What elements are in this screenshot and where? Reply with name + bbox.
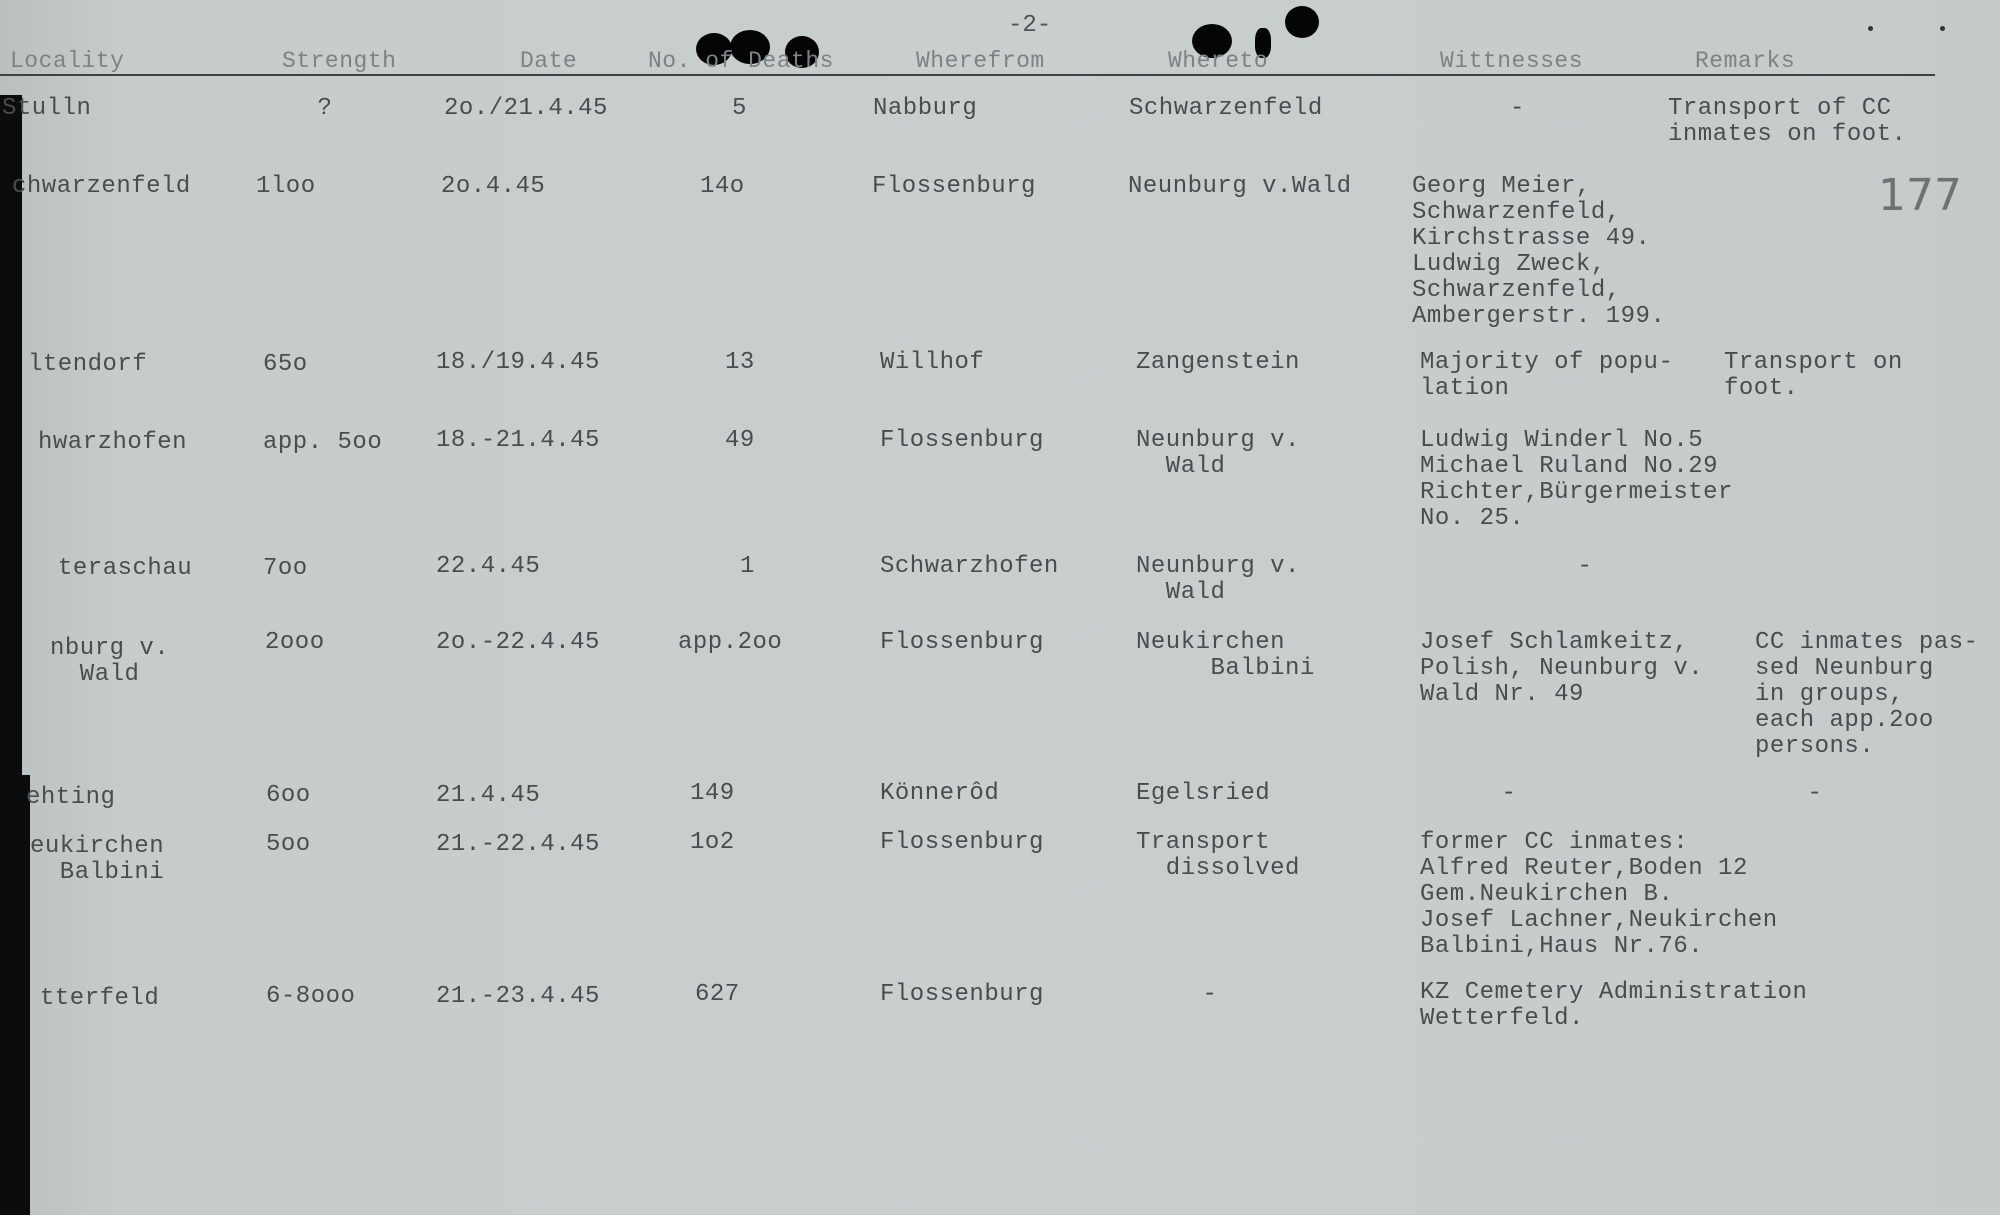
cell-locality: tterfeld xyxy=(40,985,160,1012)
cell-remarks: Transport of CC inmates on foot. xyxy=(1668,95,1907,148)
ink-blot xyxy=(1285,6,1319,38)
cell-date: 22.4.45 xyxy=(436,553,541,580)
header-rule xyxy=(0,74,1935,76)
header-locality: Locality xyxy=(10,48,125,74)
header-whereto: Whereto xyxy=(1168,48,1269,74)
cell-deaths: 14o xyxy=(700,173,745,200)
cell-whereto: Neunburg v. Wald xyxy=(1136,553,1300,606)
cell-locality: ehting xyxy=(26,784,116,811)
cell-wherefrom: Flossenburg xyxy=(880,629,1044,656)
cell-remarks: Transport on foot. xyxy=(1724,349,1903,402)
cell-deaths: 49 xyxy=(725,427,755,454)
cell-wherefrom: Flossenburg xyxy=(880,981,1044,1008)
cell-deaths: 1o2 xyxy=(690,829,735,856)
cell-whereto: Neunburg v.Wald xyxy=(1128,173,1352,200)
cell-date: 2o./21.4.45 xyxy=(444,95,608,122)
cell-wherefrom: Flossenburg xyxy=(880,829,1044,856)
cell-date: 18./19.4.45 xyxy=(436,349,600,376)
cell-witnesses: - xyxy=(1501,780,1517,807)
cell-locality: chwarzenfeld xyxy=(12,173,191,200)
cell-wherefrom: Willhof xyxy=(880,349,985,376)
page-number: -2- xyxy=(1008,12,1052,39)
cell-witnesses: Josef Schlamkeitz, Polish, Neunburg v. Wald Nr. 49 xyxy=(1420,629,1704,708)
cell-deaths: 13 xyxy=(725,349,755,376)
cell-wherefrom: Flossenburg xyxy=(880,427,1044,454)
cell-locality: teraschau xyxy=(58,555,193,582)
cell-date: 2o.4.45 xyxy=(441,173,546,200)
cell-strength: ? xyxy=(317,95,333,122)
cell-date: 2o.-22.4.45 xyxy=(436,629,600,656)
cell-date: 18.-21.4.45 xyxy=(436,427,600,454)
folio-number: 177 xyxy=(1878,170,1962,221)
scan-edge xyxy=(0,775,30,1215)
cell-remarks: - xyxy=(1807,780,1823,807)
cell-whereto: Zangenstein xyxy=(1136,349,1300,376)
cell-wherefrom: Schwarzhofen xyxy=(880,553,1059,580)
header-wherefrom: Wherefrom xyxy=(916,48,1045,74)
cell-deaths: app.2oo xyxy=(678,629,783,656)
cell-witnesses: Majority of popu- lation xyxy=(1420,349,1674,402)
header-date: Date xyxy=(520,48,578,74)
cell-whereto: - xyxy=(1202,981,1218,1008)
cell-deaths: 149 xyxy=(690,780,735,807)
speck xyxy=(1868,26,1873,31)
cell-strength: app. 5oo xyxy=(263,429,383,456)
cell-locality: eukirchen Balbini xyxy=(30,833,165,886)
cell-locality: ltendorf xyxy=(28,351,148,378)
cell-witnesses: former CC inmates: Alfred Reuter,Boden 12 Gem.Neukirchen B. Josef Lachner,Neukirchen Balbini,Haus Nr.76. xyxy=(1420,829,1778,960)
cell-date: 21.-22.4.45 xyxy=(436,831,600,858)
cell-strength: 2ooo xyxy=(265,629,325,656)
cell-whereto: Schwarzenfeld xyxy=(1129,95,1323,122)
cell-witnesses: Ludwig Winderl No.5 Michael Ruland No.29 Richter,Bürgermeister No. 25. xyxy=(1420,427,1733,532)
cell-locality: nburg v. Wald xyxy=(50,635,170,688)
cell-deaths: 5 xyxy=(732,95,747,122)
cell-strength: 6-8ooo xyxy=(266,983,356,1010)
cell-witnesses: - xyxy=(1577,553,1593,580)
cell-deaths: 1 xyxy=(740,553,755,580)
cell-whereto: Neukirchen Balbini xyxy=(1136,629,1315,682)
cell-wherefrom: Flossenburg xyxy=(872,173,1036,200)
cell-strength: 7oo xyxy=(263,555,308,582)
speck xyxy=(1940,26,1945,31)
cell-whereto: Neunburg v. Wald xyxy=(1136,427,1300,480)
cell-wherefrom: Könnerôd xyxy=(880,780,1000,807)
header-strength: Strength xyxy=(282,48,397,74)
cell-locality: hwarzhofen xyxy=(38,429,188,456)
cell-witnesses: Georg Meier, Schwarzenfeld, Kirchstrasse 49. Ludwig Zweck, Schwarzenfeld, Ambergerstr. 199. xyxy=(1412,173,1666,330)
cell-whereto: Transport dissolved xyxy=(1136,829,1300,882)
cell-whereto: Egelsried xyxy=(1136,780,1271,807)
cell-deaths: 627 xyxy=(695,981,740,1008)
cell-wherefrom: Nabburg xyxy=(873,95,978,122)
cell-strength: 5oo xyxy=(266,831,311,858)
cell-witnesses: - xyxy=(1510,95,1525,122)
cell-strength: 6oo xyxy=(266,782,311,809)
cell-remarks: CC inmates pas- sed Neunburg in groups, each app.2oo persons. xyxy=(1755,629,1979,760)
cell-locality: Stulln xyxy=(2,95,92,122)
cell-strength: 1loo xyxy=(256,173,316,200)
cell-witnesses: KZ Cemetery Administration Wetterfeld. xyxy=(1420,979,1808,1032)
cell-strength: 65o xyxy=(263,351,308,378)
header-witnesses: Wittnesses xyxy=(1440,48,1584,74)
header-remarks: Remarks xyxy=(1695,48,1796,74)
header-deaths: No. of Deaths xyxy=(648,48,834,74)
cell-date: 21.4.45 xyxy=(436,782,541,809)
cell-date: 21.-23.4.45 xyxy=(436,983,600,1010)
